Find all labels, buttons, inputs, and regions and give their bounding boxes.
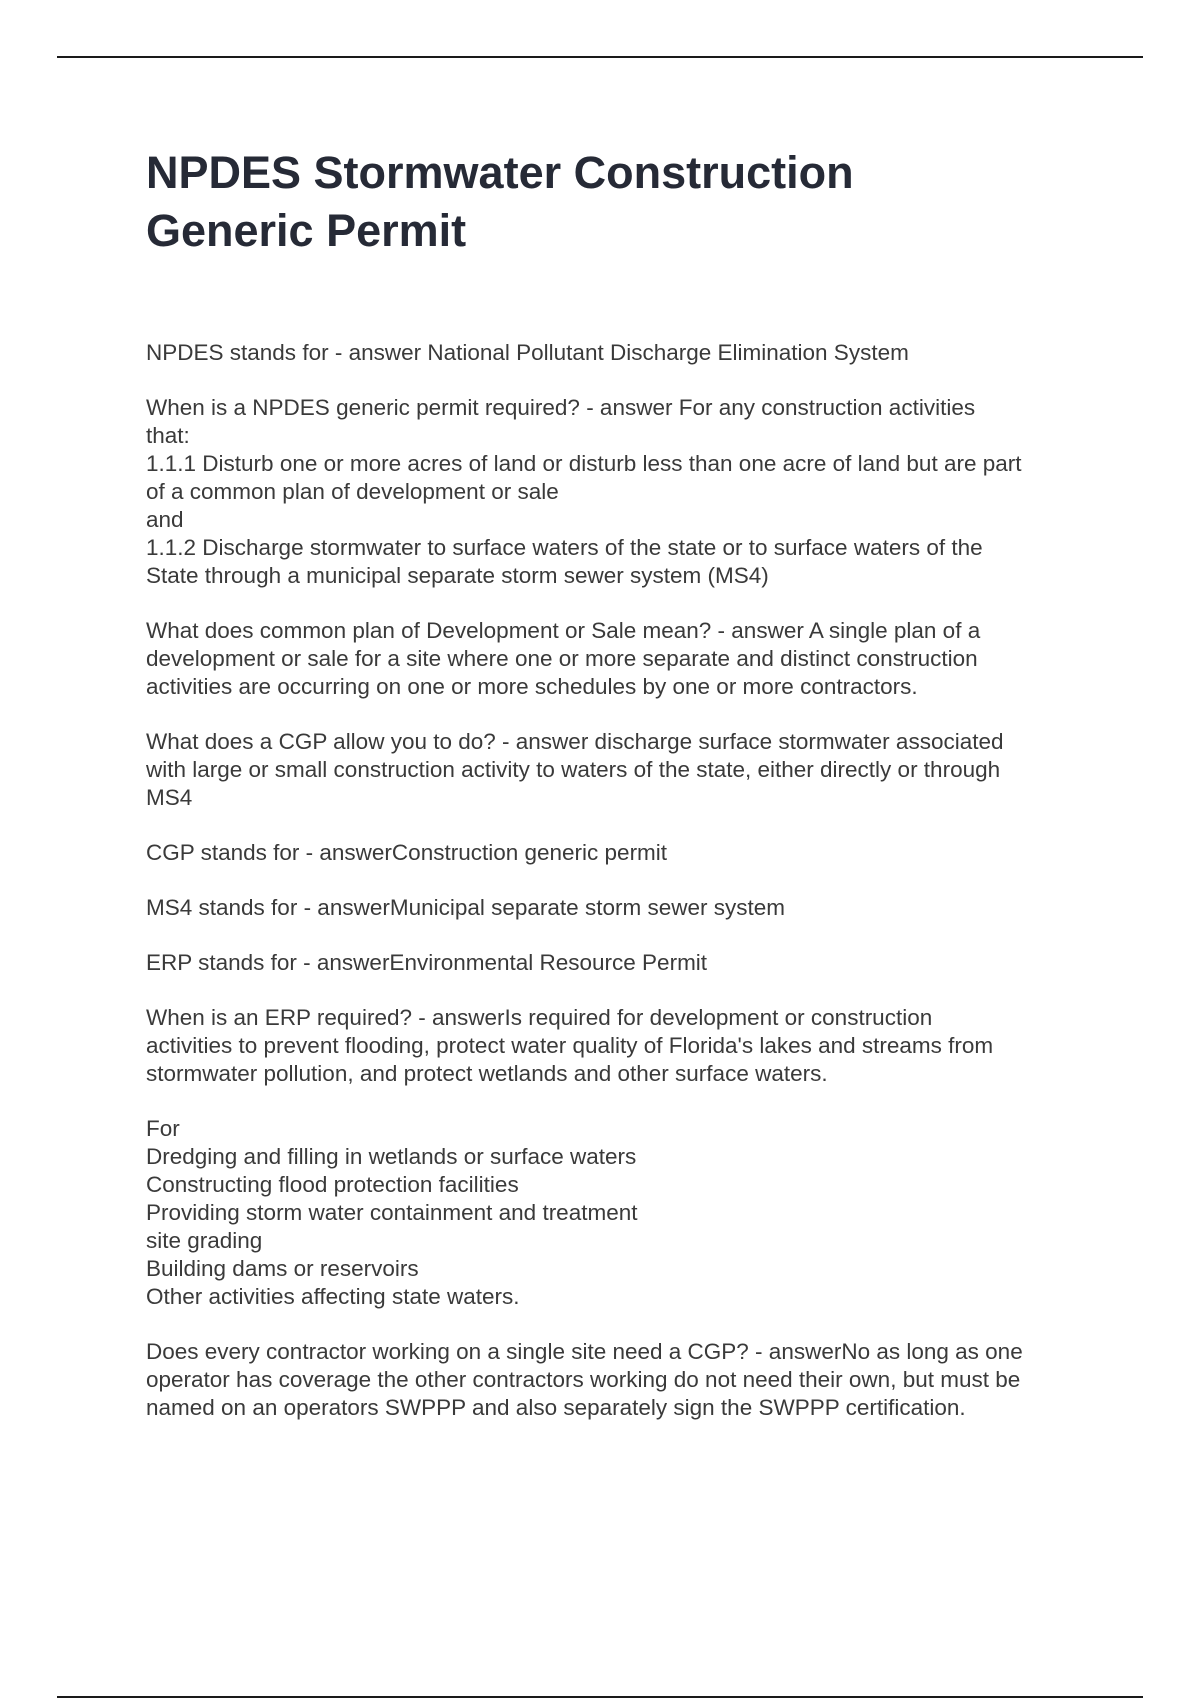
qa-entry-cgp-allow: [146, 728, 1096, 812]
text-line: 1.1.2 Discharge stormwater to surface waters of the state or to surface waters of the: [146, 535, 983, 560]
text-line: named on an operators SWPPP and also separately sign the SWPPP certification.: [146, 1395, 966, 1420]
text-line: Dredging and filling in wetlands or surface waters: [146, 1144, 637, 1169]
text-line: MS4 stands for - answerMunicipal separate storm sewer system: [146, 895, 785, 920]
text-line: What does common plan of Development or Sale mean? - answer A single plan of a: [146, 618, 981, 643]
qa-entry-ms4-stands-for: [146, 894, 1096, 922]
text-line: activities are occurring on one or more schedules by one or more contractors.: [146, 674, 918, 699]
page-title: [146, 144, 1046, 260]
text-line: Providing storm water containment and treatment: [146, 1200, 638, 1225]
qa-entry-erp-required: [146, 1004, 1096, 1088]
qa-entry-erp-stands-for: [146, 949, 1096, 977]
text-line: ERP stands for - answerEnvironmental Resource Permit: [146, 950, 708, 975]
text-line: When is an ERP required? - answerIs required for development or construction: [146, 1005, 933, 1030]
text-line: What does a CGP allow you to do? - answer discharge surface stormwater associated: [146, 729, 1004, 754]
text-line: CGP stands for - answerConstruction generic permit: [146, 840, 668, 865]
qa-entry-common-plan: [146, 617, 1096, 701]
text-line: When is a NPDES generic permit required? - answer For any construction activities: [146, 395, 976, 420]
text-line: For: [146, 1116, 180, 1141]
text-line: Does every contractor working on a single site need a CGP? - answerNo as long as one: [146, 1339, 1023, 1364]
text-line: development or sale for a site where one or more separate and distinct construction: [146, 646, 978, 671]
bottom-rule: [57, 1696, 1143, 1698]
text-line: operator has coverage the other contractors working do not need their own, but must be: [146, 1367, 1021, 1392]
text-line: stormwater pollution, and protect wetlands and other surface waters.: [146, 1061, 828, 1086]
text-line: 1.1.1 Disturb one or more acres of land or disturb less than one acre of land but are part: [146, 451, 1022, 476]
qa-entry-npdes-permit-required: [146, 394, 1096, 590]
qa-entry-npdes-stands-for: [146, 339, 1096, 367]
text-line: MS4: [146, 785, 193, 810]
title-line: Generic Permit: [146, 205, 467, 256]
top-rule: [57, 56, 1143, 58]
text-line: and: [146, 507, 184, 532]
title-line: NPDES Stormwater Construction: [146, 147, 854, 198]
qa-entry-erp-activities-list: [146, 1115, 1096, 1311]
text-line: with large or small construction activity to waters of the state, either directly or through: [146, 757, 1001, 782]
qa-entry-every-contractor-cgp: [146, 1338, 1096, 1422]
text-line: Building dams or reservoirs: [146, 1256, 419, 1281]
text-line: State through a municipal separate storm sewer system (MS4): [146, 563, 769, 588]
text-line: NPDES stands for - answer National Pollutant Discharge Elimination System: [146, 340, 909, 365]
qa-entry-cgp-stands-for: [146, 839, 1096, 867]
text-line: activities to prevent flooding, protect water quality of Florida's lakes and streams from: [146, 1033, 994, 1058]
text-line: that:: [146, 423, 190, 448]
text-line: Other activities affecting state waters.: [146, 1284, 520, 1309]
text-line: site grading: [146, 1228, 263, 1253]
text-line: Constructing flood protection facilities: [146, 1172, 519, 1197]
text-line: of a common plan of development or sale: [146, 479, 559, 504]
qa-content: [146, 339, 1096, 1449]
